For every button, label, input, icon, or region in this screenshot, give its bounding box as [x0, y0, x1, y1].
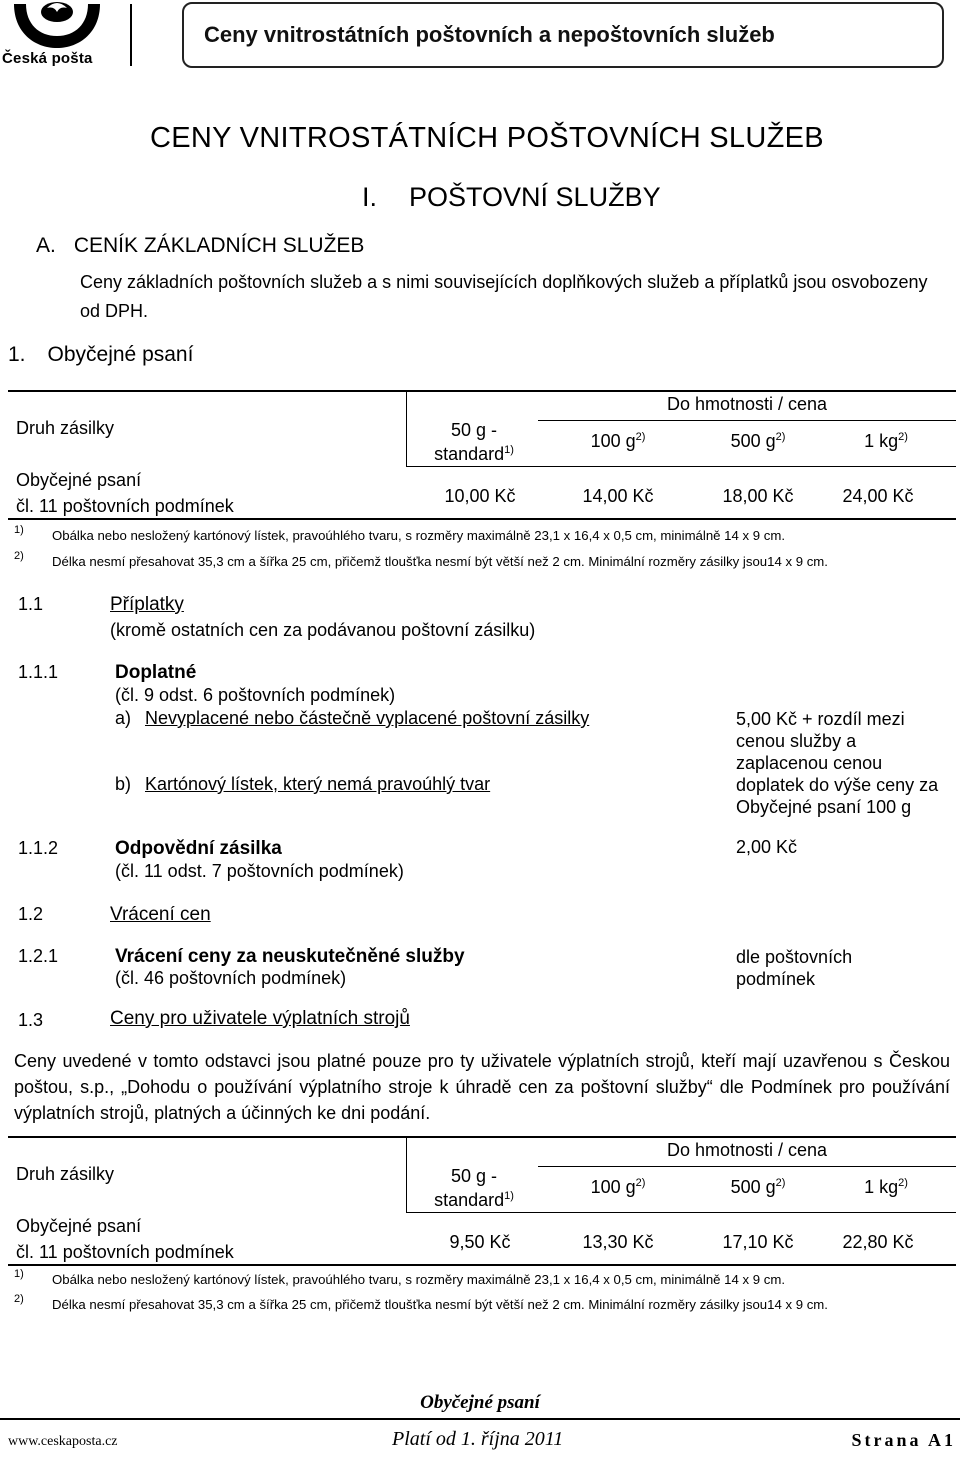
col-header-standard-line1: 50 g - — [450, 420, 498, 440]
footnote-mark: 1) — [504, 1190, 514, 1202]
price-cell: 17,10 Kč — [722, 1232, 794, 1252]
s1-1-2-sub: (čl. 11 odst. 7 poštovních podmínek) — [115, 861, 404, 881]
col-header-100g-text: 100 g — [590, 431, 636, 451]
header-divider — [130, 4, 132, 66]
table-rule — [538, 420, 956, 421]
s1-1-title: Příplatky — [110, 594, 184, 615]
price-cell: 18,00 Kč — [722, 486, 794, 506]
price-cell: 9,50 Kč — [449, 1232, 511, 1252]
col-header-standard — [408, 418, 540, 466]
col-header-100g — [558, 1177, 678, 1198]
col-header-standard-text: standard — [434, 444, 505, 464]
paragraph: Ceny uvedené v tomto odstavci jsou platné pouze pro ty uživatele výplatních strojů, kteří mají uzavřenou s Českou poštou, s.p., „Dohodu o používání výplatního stroje k úhradě cen za poštovní služby“ dle Podmínek pro používání výplatních strojů, platných a účinných ke dni podání. — [14, 1051, 950, 1123]
s1-2-number: 1.2 — [18, 904, 44, 924]
s1-2-1-number: 1.2.1 — [18, 946, 59, 966]
price-cell: 22,80 Kč — [842, 1232, 914, 1252]
subsection-a-heading — [36, 234, 364, 258]
col-header-standard — [408, 1164, 540, 1212]
table-rule — [8, 390, 956, 392]
footnote-mark: 2) — [635, 431, 646, 443]
col-header-500g — [698, 1177, 818, 1198]
header-title-box — [182, 2, 944, 68]
price-cell: 13,30 Kč — [582, 1232, 654, 1252]
col-header-500g-text: 500 g — [730, 1177, 776, 1197]
table-rule — [406, 390, 407, 466]
row-sub: čl. 11 poštovních podmínek — [16, 1242, 234, 1262]
col-header-1kg-text: 1 kg — [864, 1177, 899, 1197]
footnote-1-mark: 1) — [14, 524, 24, 536]
table-rule — [8, 1136, 956, 1138]
s1-2-1-price — [736, 946, 852, 990]
price-cell: 14,00 Kč — [582, 486, 654, 506]
table-rule — [406, 1136, 407, 1212]
col-header-1kg — [826, 1177, 946, 1198]
subsection-a-number: A. — [36, 234, 56, 257]
s1-2-title: Vrácení cen — [110, 904, 211, 925]
s1-1-1-a-text: Nevyplacené nebo částečně vyplacené poštovní zásilky — [145, 708, 590, 728]
row-sub: čl. 11 poštovních podmínek — [16, 496, 234, 516]
price-cell: 10,00 Kč — [444, 486, 516, 506]
section-number: I. — [362, 182, 378, 212]
table-rule — [8, 1264, 956, 1266]
col-header-1kg-text: 1 kg — [864, 431, 899, 451]
s1-2-1-title: Vrácení ceny za neuskutečněné služby — [115, 946, 465, 967]
footer-valid-from: Platí od 1. října 2011 — [392, 1428, 564, 1450]
price-line: cenou služby a — [736, 731, 857, 751]
col-header-100g — [558, 431, 678, 452]
s1-3-number: 1.3 — [18, 1010, 44, 1030]
price-line: doplatek do výše ceny za — [736, 775, 939, 795]
footnote-2-mark: 2) — [14, 1293, 24, 1305]
footnote-2-text: Délka nesmí přesahovat 35,3 cm a šířka 25 cm, přičemž tloušťka nesmí být větší než 2 cm. Minimální rozměry zásilky jsou14 x 9 cm. — [52, 554, 828, 569]
col-header-standard-line1: 50 g - — [450, 1166, 498, 1186]
footnote-1-text: Obálka nebo nesložený kartónový lístek, pravoúhlého tvaru, s rozměry maximálně 23,1 x 16,4 x 0,5 cm, minimálně 14 x 9 cm. — [52, 528, 785, 543]
footnote-2-mark: 2) — [14, 550, 24, 562]
footnote-1-mark: 1) — [14, 1268, 24, 1280]
footer-url[interactable]: www.ceskaposta.cz — [8, 1434, 118, 1449]
s1-1-sub: (kromě ostatních cen za podávanou poštovní zásilku) — [110, 620, 536, 640]
col-header-type: Druh zásilky — [16, 418, 115, 438]
footer-page-number: Strana A1 — [851, 1430, 956, 1450]
s1-1-1-sub: (čl. 9 odst. 6 poštovních podmínek) — [115, 685, 396, 705]
footer-section-title: Obyčejné psaní — [420, 1392, 540, 1413]
s1-1-1-title: Doplatné — [115, 662, 197, 683]
price-line: Obyčejné psaní 100 g — [736, 797, 912, 817]
s1-1-2-price: 2,00 Kč — [736, 837, 798, 857]
table-rule — [8, 518, 956, 520]
price-line: podmínek — [736, 969, 816, 989]
heading-1 — [8, 343, 193, 367]
price-line: zaplacenou cenou — [736, 753, 883, 773]
col-header-standard-text: standard — [434, 1190, 505, 1210]
s1-3-title: Ceny pro uživatele výplatních strojů — [110, 1008, 410, 1029]
s1-2-1-sub: (čl. 46 poštovních podmínek) — [115, 968, 347, 988]
footnote-mark: 2) — [898, 1177, 908, 1189]
main-title: CENY VNITROSTÁTNÍCH POŠTOVNÍCH SLUŽEB — [150, 122, 824, 154]
col-header-100g-text: 100 g — [590, 1177, 636, 1197]
footnote-mark: 2) — [775, 1177, 786, 1189]
price-cell: 24,00 Kč — [842, 486, 914, 506]
price-line: 5,00 Kč + rozdíl mezi — [736, 709, 905, 729]
row-name: Obyčejné psaní — [16, 470, 142, 490]
col-header-1kg — [826, 431, 946, 452]
s1-1-1-b-text: Kartónový lístek, který nemá pravoúhlý tvar — [145, 774, 491, 794]
col-header-500g — [698, 431, 818, 452]
footer-rule — [0, 1418, 960, 1420]
table-rule — [406, 466, 956, 467]
price-line: dle poštovních — [736, 947, 853, 967]
heading-1-title: Obyčejné psaní — [47, 343, 194, 366]
s1-1-number: 1.1 — [18, 594, 44, 614]
footnote-mark: 2) — [635, 1177, 646, 1189]
col-header-standard-line2 — [408, 1188, 540, 1212]
section-title — [362, 182, 661, 213]
table-rule — [406, 1212, 956, 1213]
s1-1-2-title: Odpovědní zásilka — [115, 838, 282, 859]
section-title-text: POŠTOVNÍ SLUŽBY — [409, 182, 661, 212]
footnote-1-text: Obálka nebo nesložený kartónový lístek, pravoúhlého tvaru, s rozměry maximálně 23,1 x 16,4 x 0,5 cm, minimálně 14 x 9 cm. — [52, 1272, 785, 1287]
footnote-mark: 2) — [775, 431, 786, 443]
footnote-mark: 1) — [504, 444, 514, 456]
logo-text: Česká pošta — [2, 50, 93, 67]
s1-1-1-b-mark: b) — [115, 774, 132, 794]
s1-1-1-price — [736, 708, 938, 818]
col-header-500g-text: 500 g — [730, 431, 776, 451]
row-name: Obyčejné psaní — [16, 1216, 142, 1236]
price-table-2 — [8, 1136, 956, 1268]
s1-1-1-a-mark: a) — [115, 708, 132, 728]
footnote-mark: 2) — [898, 431, 908, 443]
intro-text: Ceny základních poštovních služeb a s nimi souvisejících doplňkových služeb a příplatků jsou osvobozeny od DPH. — [80, 272, 928, 321]
subsection-a-title: CENÍK ZÁKLADNÍCH SLUŽEB — [73, 234, 365, 257]
col-header-standard-line2 — [408, 442, 540, 466]
s1-1-2-number: 1.1.2 — [18, 838, 59, 858]
group-header: Do hmotnosti / cena — [666, 394, 828, 414]
heading-1-number: 1. — [8, 343, 26, 366]
footnote-2-text: Délka nesmí přesahovat 35,3 cm a šířka 25 cm, přičemž tloušťka nesmí být větší než 2 cm. Minimální rozměry zásilky jsou14 x 9 cm. — [52, 1297, 828, 1312]
group-header: Do hmotnosti / cena — [666, 1140, 828, 1160]
header-title: Ceny vnitrostátních poštovních a nepoštovních služeb — [204, 22, 775, 47]
price-table-1 — [8, 390, 956, 522]
col-header-type: Druh zásilky — [16, 1164, 115, 1184]
table-rule — [538, 1166, 956, 1167]
s1-1-1-number: 1.1.1 — [18, 662, 59, 682]
